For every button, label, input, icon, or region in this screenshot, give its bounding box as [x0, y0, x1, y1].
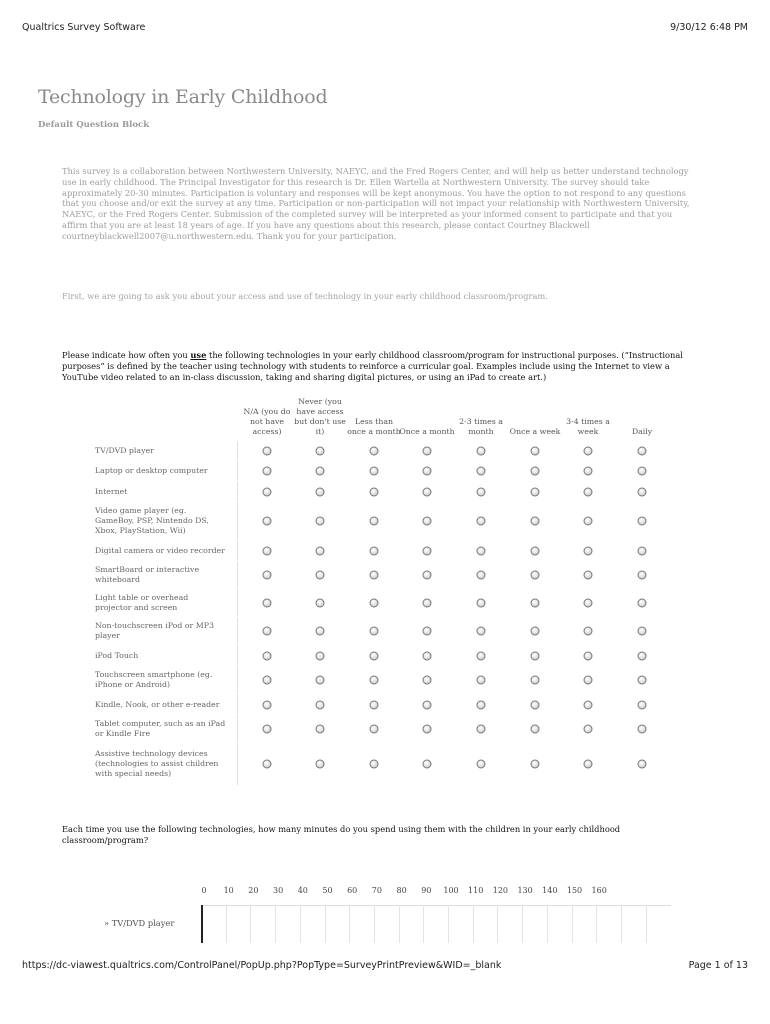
- radio-button[interactable]: [531, 759, 540, 768]
- matrix-row: [87, 440, 667, 460]
- radio-button[interactable]: [638, 700, 647, 709]
- matrix-row-label: Kindle, Nook, or other e-reader: [95, 699, 220, 709]
- matrix-column-header: 2-3 times a month: [459, 417, 503, 436]
- matrix-row: [87, 693, 667, 714]
- matrix-row-label: Light table or overhead projector and screen: [95, 593, 189, 612]
- radio-button[interactable]: [477, 447, 486, 456]
- radio-button[interactable]: [423, 517, 432, 526]
- radio-button[interactable]: [423, 599, 432, 608]
- radio-button[interactable]: [370, 487, 379, 496]
- slider-gridline: [325, 905, 326, 943]
- slider-gridline: [522, 905, 523, 943]
- matrix-row: [87, 460, 667, 480]
- radio-button[interactable]: [584, 487, 593, 496]
- slider-gridline: [572, 905, 573, 943]
- radio-button[interactable]: [531, 599, 540, 608]
- scale-tick-label: 110: [468, 886, 484, 895]
- slider-gridline: [497, 905, 498, 943]
- radio-button[interactable]: [477, 467, 486, 476]
- scale-tick-label: 10: [223, 886, 234, 895]
- slider-gridline: [448, 905, 449, 943]
- radio-button[interactable]: [477, 759, 486, 768]
- section-note: First, we are going to ask you about your access and use of technology in your early childhood classroom/program.: [62, 291, 548, 301]
- radio-button[interactable]: [263, 651, 272, 660]
- radio-button[interactable]: [477, 676, 486, 685]
- slider-gridline: [596, 905, 597, 943]
- footer-page-number: Page 1 of 13: [688, 960, 748, 971]
- radio-button[interactable]: [423, 546, 432, 555]
- radio-button[interactable]: [531, 487, 540, 496]
- radio-button[interactable]: [638, 571, 647, 580]
- matrix-row-label: Laptop or desktop computer: [95, 466, 208, 475]
- matrix-column-header: N/A (you do not have access): [243, 407, 291, 436]
- radio-button[interactable]: [477, 517, 486, 526]
- scale-tick-label: 70: [371, 886, 382, 895]
- matrix-row-label: Tablet computer, such as an iPad or Kindle Fire: [95, 719, 226, 738]
- radio-button[interactable]: [263, 676, 272, 685]
- matrix-row: [87, 644, 667, 665]
- scale-tick-label: 90: [421, 886, 432, 895]
- q1-text-after: the following technologies in your early childhood classroom/program for instructional purposes. (“Instructional purposes” is defined by the teacher using technology with students to reinforce a curricular goal. Examples include using the Internet to view a YouTube video related to an in-class discussion, taking and sharing digital pictures, or using an iPad to create art.): [62, 350, 683, 382]
- matrix-row: [87, 560, 667, 588]
- radio-button[interactable]: [370, 759, 379, 768]
- radio-button[interactable]: [316, 571, 325, 580]
- matrix-row-label: SmartBoard or interactive whiteboard: [95, 565, 200, 584]
- radio-button[interactable]: [531, 651, 540, 660]
- radio-button[interactable]: [638, 517, 647, 526]
- radio-button[interactable]: [638, 599, 647, 608]
- radio-button[interactable]: [477, 700, 486, 709]
- radio-button[interactable]: [263, 759, 272, 768]
- radio-button[interactable]: [263, 467, 272, 476]
- radio-button[interactable]: [316, 759, 325, 768]
- radio-button[interactable]: [531, 447, 540, 456]
- radio-button[interactable]: [423, 467, 432, 476]
- matrix-row: [87, 539, 667, 560]
- radio-button[interactable]: [638, 759, 647, 768]
- radio-button[interactable]: [531, 546, 540, 555]
- radio-button[interactable]: [584, 517, 593, 526]
- matrix-row: [87, 714, 667, 742]
- slider-gridline: [275, 905, 276, 943]
- slider-gridline: [349, 905, 350, 943]
- radio-button[interactable]: [531, 517, 540, 526]
- radio-button[interactable]: [316, 700, 325, 709]
- radio-button[interactable]: [423, 487, 432, 496]
- slider-gridline: [250, 905, 251, 943]
- matrix-column-header: 3-4 times a week: [566, 417, 610, 436]
- radio-button[interactable]: [316, 651, 325, 660]
- scale-tick-label: 20: [248, 886, 259, 895]
- radio-button[interactable]: [370, 627, 379, 636]
- radio-button[interactable]: [370, 517, 379, 526]
- radio-button[interactable]: [477, 599, 486, 608]
- matrix-row-label: Video game player (eg. GameBoy, PSP, Nintendo DS, Xbox, PlayStation, Wii): [95, 506, 209, 535]
- scale-tick-label: 50: [322, 886, 333, 895]
- frequency-matrix: [87, 394, 667, 783]
- radio-button[interactable]: [638, 447, 647, 456]
- radio-button[interactable]: [263, 599, 272, 608]
- radio-button[interactable]: [370, 700, 379, 709]
- footer-url: https://dc-viawest.qualtrics.com/ControlPanel/PopUp.php?PopType=SurveyPrintPreview&WID=_blank: [22, 960, 502, 971]
- radio-button[interactable]: [423, 651, 432, 660]
- radio-button[interactable]: [263, 447, 272, 456]
- radio-button[interactable]: [584, 546, 593, 555]
- question-block-name: Default Question Block: [38, 120, 150, 130]
- radio-button[interactable]: [531, 700, 540, 709]
- radio-button[interactable]: [584, 467, 593, 476]
- radio-button[interactable]: [316, 467, 325, 476]
- header-app-name: Qualtrics Survey Software: [22, 22, 146, 33]
- radio-button[interactable]: [370, 599, 379, 608]
- minutes-scale: [0, 886, 770, 900]
- radio-button[interactable]: [477, 627, 486, 636]
- radio-button[interactable]: [584, 627, 593, 636]
- radio-button[interactable]: [316, 725, 325, 734]
- scale-tick-label: 160: [591, 886, 607, 895]
- radio-button[interactable]: [423, 700, 432, 709]
- radio-button[interactable]: [638, 546, 647, 555]
- matrix-row: [87, 742, 667, 783]
- radio-button[interactable]: [531, 627, 540, 636]
- radio-button[interactable]: [316, 447, 325, 456]
- radio-button[interactable]: [584, 599, 593, 608]
- slider-gridline: [473, 905, 474, 943]
- radio-button[interactable]: [316, 487, 325, 496]
- slider-gridline: [646, 905, 647, 943]
- matrix-row: [87, 665, 667, 693]
- question-2-text: Each time you use the following technologies, how many minutes do you spend using them with the children in your early childhood classroom/program?: [62, 824, 621, 845]
- radio-button[interactable]: [638, 725, 647, 734]
- slider-gridline: [226, 905, 227, 943]
- radio-button[interactable]: [316, 627, 325, 636]
- radio-button[interactable]: [638, 627, 647, 636]
- radio-button[interactable]: [316, 546, 325, 555]
- radio-button[interactable]: [477, 651, 486, 660]
- matrix-column-header: Once a month: [399, 427, 455, 436]
- scale-tick-label: 150: [566, 886, 583, 895]
- radio-button[interactable]: [477, 546, 486, 555]
- matrix-column-header: Less than once a month: [347, 417, 401, 436]
- scale-tick-label: 130: [517, 886, 533, 895]
- radio-button[interactable]: [638, 676, 647, 685]
- slider-gridline: [621, 905, 622, 943]
- radio-button[interactable]: [423, 447, 432, 456]
- radio-button[interactable]: [263, 487, 272, 496]
- scale-tick-label: 40: [297, 886, 308, 895]
- radio-button[interactable]: [584, 571, 593, 580]
- radio-button[interactable]: [316, 517, 325, 526]
- scale-tick-label: 60: [347, 886, 358, 895]
- slider-gridline: [547, 905, 548, 943]
- intro-text: This survey is a collaboration between Northwestern University, NAEYC, and the Fred Rogers Center, and will help us better understand technology use in early childhood. The Principal Investigator for this research is Dr. Ellen Wartella at Northwestern University. The survey should take approximately 20-30 minutes. Participation is voluntary and responses will be kept anonymous. You have the option to not respond to any questions that you choose and/or exit the survey at any time. Participation or non-participation will not impact your relationship with Northwestern University, NAEYC, or the Fred Rogers Center. Submission of the completed survey will be interpreted as your informed consent to participate and that you affirm that you are at least 18 years of age. If you have any questions about this research, please contact Courtney Blackwell courtneyblackwell2007@u.northwestern.edu. Thank you for your participation.: [62, 166, 690, 241]
- radio-button[interactable]: [584, 447, 593, 456]
- slider-row-text: TV/DVD player: [111, 918, 175, 928]
- radio-button[interactable]: [263, 725, 272, 734]
- survey-title: Technology in Early Childhood: [38, 86, 328, 108]
- matrix-column-header: Once a week: [509, 427, 561, 436]
- header-datetime: 9/30/12 6:48 PM: [670, 22, 748, 33]
- q1-text-before: Please indicate how often you: [62, 350, 191, 360]
- radio-button[interactable]: [584, 700, 593, 709]
- radio-button[interactable]: [370, 676, 379, 685]
- radio-button[interactable]: [477, 571, 486, 580]
- radio-button[interactable]: [316, 676, 325, 685]
- matrix-column-header: Never (you have access but don't use it): [294, 397, 346, 436]
- matrix-column-header: Daily: [631, 427, 653, 436]
- radio-button[interactable]: [638, 651, 647, 660]
- matrix-row-label: Touchscreen smartphone (eg. iPhone or Android): [95, 670, 213, 689]
- radio-button[interactable]: [638, 467, 647, 476]
- scale-tick-label: 120: [492, 886, 509, 895]
- radio-button[interactable]: [423, 725, 432, 734]
- radio-button[interactable]: [370, 546, 379, 555]
- matrix-header: [87, 394, 667, 440]
- radio-button[interactable]: [263, 517, 272, 526]
- scale-tick-label: 140: [542, 886, 558, 895]
- slider-row-label: [104, 918, 174, 928]
- matrix-row: [87, 616, 667, 644]
- radio-button[interactable]: [638, 487, 647, 496]
- radio-button[interactable]: [423, 571, 432, 580]
- question-1-text: [62, 350, 702, 383]
- minutes-slider-track[interactable]: [201, 905, 671, 943]
- radio-button[interactable]: [477, 487, 486, 496]
- matrix-row-label: iPod Touch: [95, 650, 139, 660]
- q1-text-emphasis: use: [190, 350, 207, 360]
- slider-handle[interactable]: [201, 905, 203, 943]
- radio-button[interactable]: [370, 725, 379, 734]
- matrix-row-label: Assistive technology devices (technologies to assist children with special needs): [95, 748, 219, 778]
- radio-button[interactable]: [316, 599, 325, 608]
- radio-button[interactable]: [531, 467, 540, 476]
- radio-button[interactable]: [584, 725, 593, 734]
- radio-button[interactable]: [584, 676, 593, 685]
- matrix-row-label: TV/DVD player: [95, 446, 154, 455]
- matrix-row-label: Internet: [95, 486, 128, 496]
- slider-gridline: [423, 905, 424, 943]
- radio-button[interactable]: [423, 627, 432, 636]
- radio-button[interactable]: [370, 447, 379, 456]
- radio-button[interactable]: [370, 651, 379, 660]
- radio-button[interactable]: [263, 571, 272, 580]
- row-marker: »: [104, 918, 110, 928]
- radio-button[interactable]: [584, 651, 593, 660]
- radio-button[interactable]: [531, 571, 540, 580]
- slider-gridline: [374, 905, 375, 943]
- radio-button[interactable]: [370, 571, 379, 580]
- radio-button[interactable]: [370, 467, 379, 476]
- matrix-row: [87, 588, 667, 616]
- radio-button[interactable]: [531, 676, 540, 685]
- radio-button[interactable]: [531, 725, 540, 734]
- radio-button[interactable]: [477, 725, 486, 734]
- scale-tick-label: 30: [273, 886, 284, 895]
- radio-button[interactable]: [423, 676, 432, 685]
- radio-button[interactable]: [423, 759, 432, 768]
- radio-button[interactable]: [584, 759, 593, 768]
- matrix-row-label: Digital camera or video recorder: [95, 545, 225, 555]
- scale-tick-label: 0: [201, 886, 207, 895]
- matrix-row: [87, 501, 667, 539]
- radio-button[interactable]: [263, 546, 272, 555]
- radio-button[interactable]: [263, 700, 272, 709]
- matrix-row: [87, 480, 667, 501]
- slider-gridline: [399, 905, 400, 943]
- scale-tick-label: 80: [396, 886, 407, 895]
- slider-gridline: [300, 905, 301, 943]
- scale-tick-label: 100: [443, 886, 459, 895]
- matrix-row-label: Non-touchscreen iPod or MP3 player: [95, 621, 214, 640]
- radio-button[interactable]: [263, 627, 272, 636]
